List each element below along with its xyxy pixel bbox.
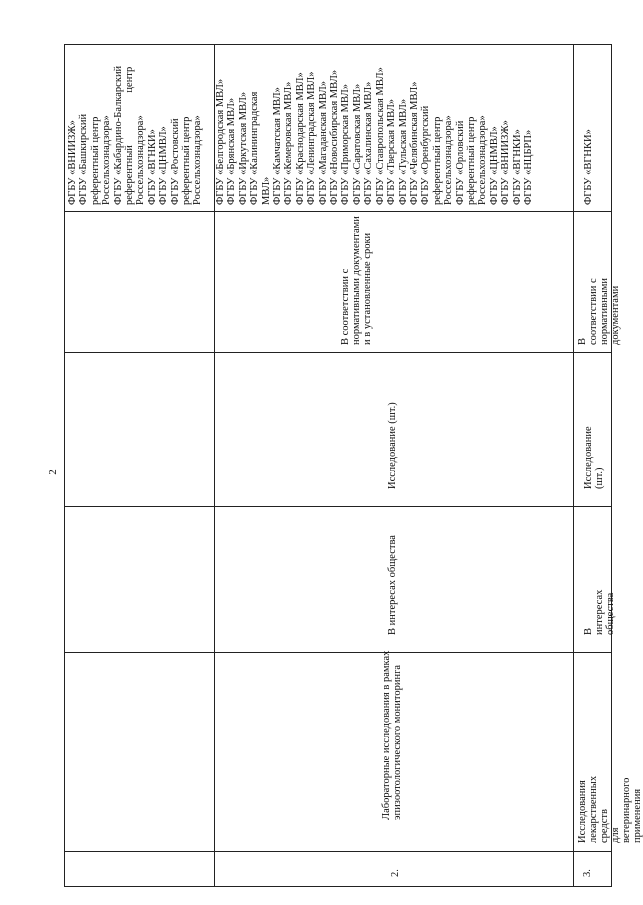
org-item: референтный центр <box>124 66 136 205</box>
org-item: Россельхознадзора» <box>101 115 113 205</box>
row3-title: Исследования лекарственных средств для ветеринарного применения <box>577 775 643 843</box>
org-item: ФГБУ «ВНИИЗЖ» <box>500 120 512 205</box>
row2-unit: Исследование (шт.) <box>387 402 398 489</box>
org-item: ФГБУ «НЦБРП» <box>522 129 534 205</box>
row3-organizations <box>583 129 594 205</box>
org-item: ФГБУ «Иркутская МВЛ» <box>237 91 249 205</box>
field-divider-org <box>65 211 611 212</box>
row3-terms: В соответствии с нормативными документами <box>577 277 621 345</box>
org-item: Россельхознадзора» <box>192 115 204 205</box>
field-divider-title <box>65 851 611 852</box>
org-item: ФГБУ «Орловский <box>454 120 466 205</box>
org-item: Россельхознадзора» <box>443 115 455 205</box>
org-item: ФГБУ «ВГНКИ» <box>146 129 158 205</box>
org-item: референтный центр <box>465 116 477 205</box>
org-item: референтный центр <box>181 116 193 205</box>
org-item: ФГБУ «Кемеровская МВЛ» <box>283 81 295 205</box>
org-item: ФГБУ «Оренбургский <box>420 105 432 205</box>
org-item: ФГБУ «Кабардино-Балкарский <box>112 65 124 205</box>
org-item: ФГБУ «ВНИИЗЖ» <box>67 120 78 205</box>
field-divider-unit <box>65 506 611 507</box>
org-item: ФГБУ «ВГНКИ» <box>583 129 594 205</box>
org-item: ФГБУ «Ставропольская МВЛ» <box>374 67 386 205</box>
org-item: ФГБУ «Магаданская МВЛ» <box>317 81 329 205</box>
row2-title: Лабораторные исследования в рамках эпизоотологического мониторинга <box>381 650 403 820</box>
row2-basis: В интересах общества <box>387 535 398 635</box>
org-item: ФГБУ «Новосибирская МВЛ» <box>329 69 341 205</box>
row-continued-organizations <box>67 66 204 205</box>
org-item: ФГБУ «Ленинградская МВЛ» <box>306 71 318 205</box>
org-item: ФГБУ «ЦНМВЛ» <box>488 126 500 205</box>
row2-number: 2. <box>390 869 401 877</box>
services-table <box>64 44 643 887</box>
org-item: ФГБУ «Башкирский <box>78 113 90 205</box>
org-item: Россельхознадзора» <box>135 115 147 205</box>
row3-unit: Исследование (шт.) <box>583 426 605 489</box>
org-item: ФГБУ «Сахалинская МВЛ» <box>363 81 375 205</box>
row3-number: 3. <box>582 869 593 877</box>
org-item: ФГБУ «Калининградская <box>249 91 261 205</box>
org-item: ФГБУ «Камчатская МВЛ» <box>272 87 284 205</box>
org-item: Россельхознадзора» <box>477 115 489 205</box>
page-number: 2 <box>46 469 59 475</box>
org-item: ФГБУ «ЦНМВЛ» <box>158 126 170 205</box>
org-item: ФГБУ «ВГНКИ» <box>511 129 523 205</box>
row2-organizations <box>215 67 534 205</box>
org-item: ФГБУ «Ростовский <box>169 118 181 205</box>
org-item: ФГБУ «Саратовская МВЛ» <box>351 83 363 205</box>
org-item: референтный центр <box>431 116 443 205</box>
org-item: ФГБУ «Челябинская МВЛ» <box>408 81 420 205</box>
row2-terms: В соответствии с нормативными документами и в установленные сроки <box>340 216 373 345</box>
org-item: ФГБУ «Тверская МВЛ» <box>386 98 398 205</box>
org-item: референтный центр <box>89 116 101 205</box>
field-divider-basis <box>65 652 611 653</box>
row3-basis: В интересах общества <box>583 589 616 635</box>
row-divider-2 <box>573 45 574 886</box>
org-item: ФГБУ «Приморская МВЛ» <box>340 84 352 205</box>
org-item: ФГБУ «Тульская МВЛ» <box>397 98 409 205</box>
org-item: МВЛ» <box>260 176 272 205</box>
org-item: ФГБУ «Краснодарская МВЛ» <box>294 72 306 205</box>
org-item: ФГБУ «Брянская МВЛ» <box>226 97 238 205</box>
field-divider-terms <box>65 352 611 353</box>
org-item: ФГБУ «Белгородская МВЛ» <box>215 78 226 205</box>
